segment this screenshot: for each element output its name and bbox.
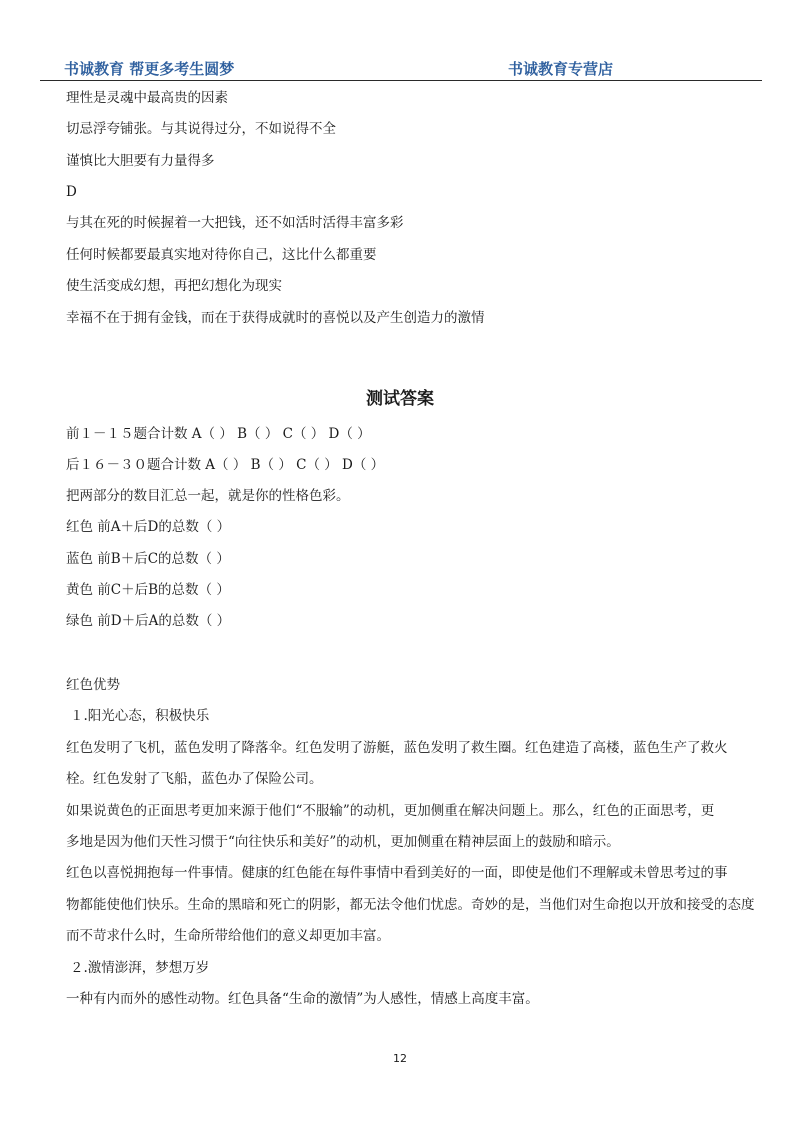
text-line: 与其在死的时候握着一大把钱，还不如活时活得丰富多彩 bbox=[66, 215, 404, 231]
text-line: D bbox=[66, 184, 77, 200]
text-line: 理性是灵魂中最高贵的因素 bbox=[66, 90, 228, 106]
header-left-slogan: 书诚教育 帮更多考生圆梦 bbox=[64, 60, 235, 78]
paragraph-line: 物都能使他们快乐。生命的黑暗和死亡的阴影，都无法令他们忧虑。奇妙的是，当他们对生命抱以开放和接受的态度 bbox=[66, 897, 755, 913]
point-heading: ２.激情澎湃，梦想万岁 bbox=[70, 960, 210, 976]
answer-line: 后１６－３０题合计数 A（ ） B（ ） C（ ） D（ ） bbox=[66, 457, 385, 473]
answer-line: 把两部分的数目汇总一起，就是你的性格色彩。 bbox=[66, 488, 350, 504]
text-line: 幸福不在于拥有金钱，而在于获得成就时的喜悦以及产生创造力的激情 bbox=[66, 310, 485, 326]
point-heading: １.阳光心态，积极快乐 bbox=[70, 708, 210, 724]
paragraph-line: 栓。红色发射了飞船，蓝色办了保险公司。 bbox=[66, 771, 323, 787]
text-line: 使生活变成幻想，再把幻想化为现实 bbox=[66, 278, 282, 294]
header-right-store: 书诚教育专营店 bbox=[508, 60, 614, 78]
answer-line: 绿色 前D＋后A的总数（ ） bbox=[66, 613, 231, 629]
answer-line: 蓝色 前B＋后C的总数（ ） bbox=[66, 551, 230, 567]
paragraph-line: 多地是因为他们天性习惯于“向往快乐和美好”的动机，更加侧重在精神层面上的鼓励和暗示。 bbox=[66, 834, 620, 850]
text-line: 任何时候都要最真实地对待你自己，这比什么都重要 bbox=[66, 247, 377, 263]
page-header bbox=[40, 58, 762, 81]
paragraph-line: 红色以喜悦拥抱每一件事情。健康的红色能在每件事情中看到美好的一面，即使是他们不理解或未曾思考过的事 bbox=[66, 865, 728, 881]
page-number: 12 bbox=[393, 1052, 407, 1065]
section-title: 测试答案 bbox=[366, 389, 434, 409]
paragraph-line: 一种有内而外的感性动物。红色具备“生命的激情”为人感性，情感上高度丰富。 bbox=[66, 991, 539, 1007]
paragraph-line: 而不苛求什么时，生命所带给他们的意义却更加丰富。 bbox=[66, 928, 390, 944]
paragraph-line: 如果说黄色的正面思考更加来源于他们“不服输”的动机，更加侧重在解决问题上。那么，红色的正面思考，更 bbox=[66, 803, 715, 819]
subheading-red-advantage: 红色优势 bbox=[66, 677, 120, 693]
paragraph-line: 红色发明了飞机，蓝色发明了降落伞。红色发明了游艇，蓝色发明了救生圈。红色建造了高楼，蓝色生产了救火 bbox=[66, 740, 728, 756]
answer-line: 黄色 前C＋后B的总数（ ） bbox=[66, 582, 230, 598]
text-line: 谨慎比大胆要有力量得多 bbox=[66, 153, 215, 169]
answer-line: 前１－１５题合计数 A（ ） B（ ） C（ ） D（ ） bbox=[66, 426, 371, 442]
answer-line: 红色 前A＋后D的总数（ ） bbox=[66, 519, 231, 535]
text-line: 切忌浮夸铺张。与其说得过分，不如说得不全 bbox=[66, 121, 336, 137]
